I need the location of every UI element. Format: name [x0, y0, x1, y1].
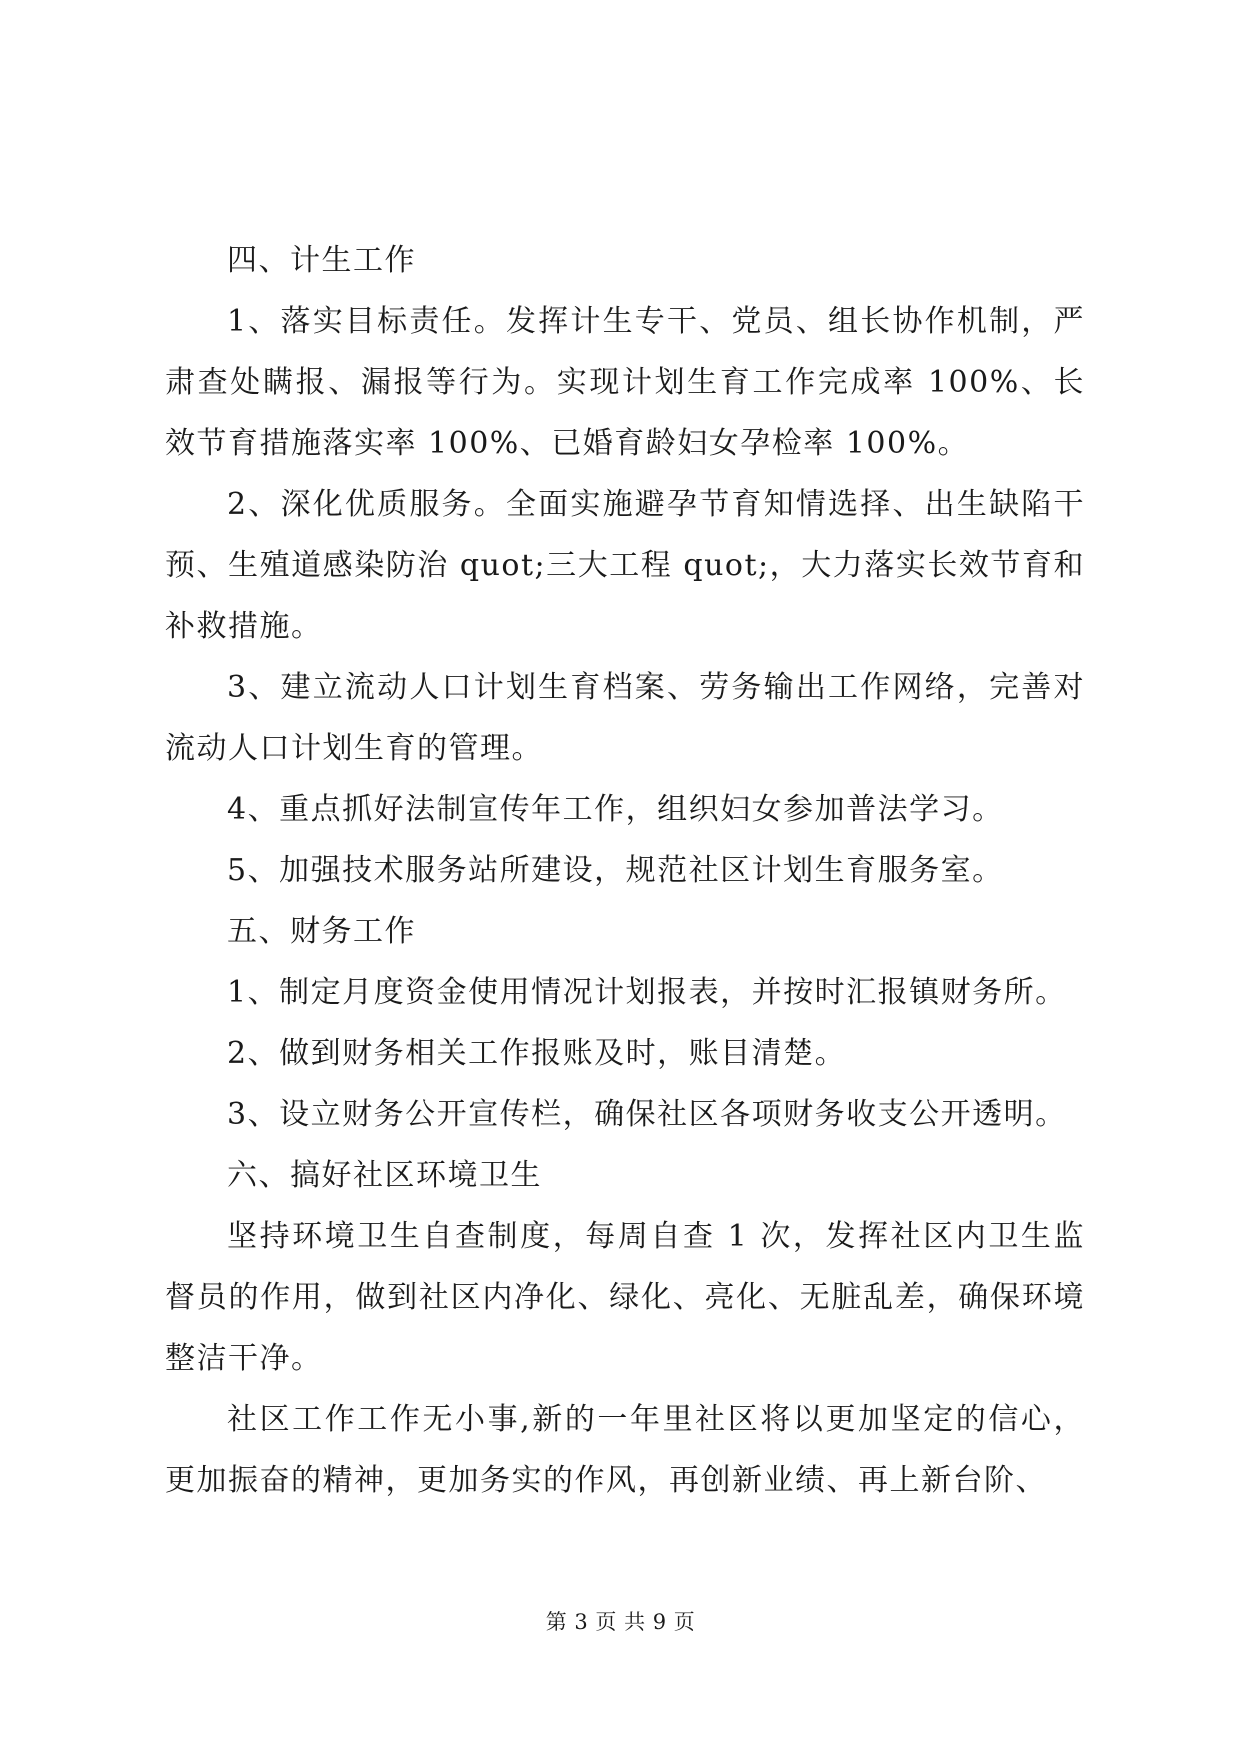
paragraph-service-station: 5、加强技术服务站所建设，规范社区计划生育服务室。 [227, 853, 1004, 888]
paragraph-conclusion: 社区工作工作无小事,新的一年里社区将以更加坚定的信心，更加振奋的精神，更加务实的作风，再创新业绩、再上新台阶、 [165, 1402, 1085, 1498]
paragraph-monthly-report: 1、制定月度资金使用情况计划报表，并按时汇报镇财务所。 [227, 975, 1067, 1010]
page-number: 第 3 页 共 9 页 [545, 1610, 696, 1634]
section-heading-finance: 五、财务工作 [227, 914, 416, 949]
paragraph-sanitation: 坚持环境卫生自查制度，每周自查 1 次，发挥社区内卫生监督员的作用，做到社区内净化、绿化、亮化、无脏乱差，确保环境整洁干净。 [165, 1219, 1085, 1376]
paragraph-accounting: 2、做到财务相关工作报账及时，账目清楚。 [227, 1036, 847, 1071]
paragraph-quality-service: 2、深化优质服务。全面实施避孕节育知情选择、出生缺陷干预、生殖道感染防治 quot;三大工程 quot;，大力落实长效节育和补救措施。 [165, 487, 1085, 644]
paragraph-finance-transparency: 3、设立财务公开宣传栏，确保社区各项财务收支公开透明。 [227, 1097, 1067, 1132]
section-heading-environment: 六、搞好社区环境卫生 [227, 1158, 542, 1193]
paragraph-floating-population: 3、建立流动人口计划生育档案、劳务输出工作网络，完善对流动人口计划生育的管理。 [165, 670, 1085, 766]
section-heading-family-planning: 四、计生工作 [227, 243, 416, 278]
document-body [165, 230, 1085, 1511]
paragraph-target-responsibility: 1、落实目标责任。发挥计生专干、党员、组长协作机制，严肃查处瞒报、漏报等行为。实现计划生育工作完成率 100%、长效节育措施落实率 100%、已婚育龄妇女孕检率 100%。 [165, 304, 1085, 461]
paragraph-legal-publicity: 4、重点抓好法制宣传年工作，组织妇女参加普法学习。 [227, 792, 1004, 827]
